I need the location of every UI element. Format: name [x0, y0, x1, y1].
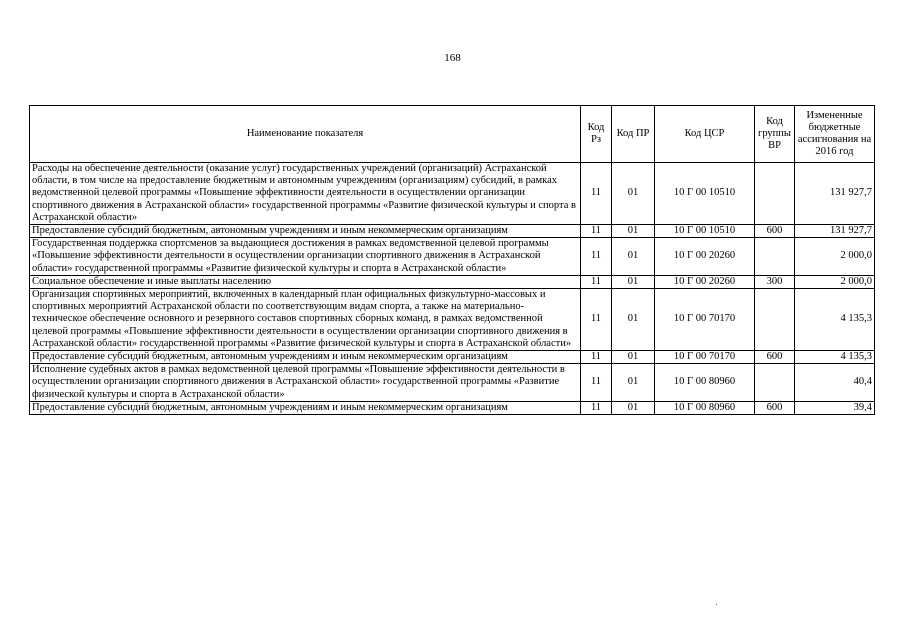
row-amount: 40,4: [795, 364, 875, 402]
row-vr: 600: [755, 225, 795, 238]
row-name: Исполнение судебных актов в рамках ведомственной целевой программы «Повышение эффективности деятельности в осуществлении организации спортивного движения в Астраханской области» государственной программы «Развитие физической культуры и спорта в Астраханской области»: [30, 364, 581, 402]
header-vr: Код группы ВР: [755, 106, 795, 163]
row-csr: 10 Г 00 10510: [655, 163, 755, 225]
header-rz: Код Рз: [581, 106, 612, 163]
row-rz: 11: [581, 401, 612, 414]
row-csr: 10 Г 00 20260: [655, 238, 755, 276]
row-name: Государственная поддержка спортсменов за выдающиеся достижения в рамках ведомственной целевой программы «Повышение эффективности деятельности в осуществлении организации спортивного движения в Астраханской области» государственной программы «Развитие физической культуры и спорта в Астраханской области»: [30, 238, 581, 276]
row-rz: 11: [581, 238, 612, 276]
row-csr: 10 Г 00 80960: [655, 364, 755, 402]
row-pr: 01: [612, 225, 655, 238]
row-rz: 11: [581, 351, 612, 364]
row-vr: 300: [755, 275, 795, 288]
row-csr: 10 Г 00 70170: [655, 289, 755, 351]
table-row: [30, 238, 875, 276]
row-name: Социальное обеспечение и иные выплаты населению: [30, 275, 581, 288]
table-row: [30, 275, 875, 288]
row-amount: 131 927,7: [795, 163, 875, 225]
row-amount: 39,4: [795, 401, 875, 414]
row-name: Предоставление субсидий бюджетным, автономным учреждениям и иным некоммерческим организациям: [30, 351, 581, 364]
row-vr: 600: [755, 401, 795, 414]
header-amount: Измененные бюджетные ассигнования на 2016 год: [795, 106, 875, 163]
page-number: 168: [444, 52, 461, 64]
row-pr: 01: [612, 275, 655, 288]
row-amount: 4 135,3: [795, 289, 875, 351]
row-name: Организация спортивных мероприятий, включенных в календарный план официальных физкультурно-массовых и спортивных мероприятий Астраханской области по соответствующим видам спорта, а также на материально-техническое обеспечение основного и резервного составов спортивных сборных команд, в рамках ведомственной целевой программы «Повышение эффективности деятельности в осуществлении организации спортивного движения в Астраханской области» государственной программы «Развитие физической культуры и спорта в Астраханской области»: [30, 289, 581, 351]
budget-table: [29, 105, 875, 415]
row-csr: 10 Г 00 70170: [655, 351, 755, 364]
row-pr: 01: [612, 238, 655, 276]
row-amount: 2 000,0: [795, 275, 875, 288]
row-pr: 01: [612, 289, 655, 351]
row-csr: 10 Г 00 10510: [655, 225, 755, 238]
row-csr: 10 Г 00 80960: [655, 401, 755, 414]
row-vr: [755, 238, 795, 276]
table-row: [30, 351, 875, 364]
row-pr: 01: [612, 401, 655, 414]
row-name: Предоставление субсидий бюджетным, автономным учреждениям и иным некоммерческим организациям: [30, 401, 581, 414]
table-row: [30, 163, 875, 225]
row-pr: 01: [612, 163, 655, 225]
row-vr: [755, 163, 795, 225]
row-pr: 01: [612, 351, 655, 364]
row-name: Предоставление субсидий бюджетным, автономным учреждениям и иным некоммерческим организациям: [30, 225, 581, 238]
row-rz: 11: [581, 275, 612, 288]
header-pr: Код ПР: [612, 106, 655, 163]
table-row: [30, 225, 875, 238]
row-vr: [755, 364, 795, 402]
row-amount: 2 000,0: [795, 238, 875, 276]
row-rz: 11: [581, 163, 612, 225]
table-row: [30, 401, 875, 414]
row-amount: 131 927,7: [795, 225, 875, 238]
row-csr: 10 Г 00 20260: [655, 275, 755, 288]
scan-speck: [716, 604, 717, 605]
header-name: Наименование показателя: [30, 106, 581, 163]
table-row: [30, 364, 875, 402]
row-vr: 600: [755, 351, 795, 364]
table-row: [30, 289, 875, 351]
row-vr: [755, 289, 795, 351]
row-rz: 11: [581, 364, 612, 402]
header-csr: Код ЦСР: [655, 106, 755, 163]
row-amount: 4 135,3: [795, 351, 875, 364]
row-rz: 11: [581, 225, 612, 238]
row-pr: 01: [612, 364, 655, 402]
row-name: Расходы на обеспечение деятельности (оказание услуг) государственных учреждений (организаций) Астраханской области, в том числе на предоставление бюджетным и автономным учреждениям (организациям) субсидий, в рамках ведомственной целевой программы «Повышение эффективности деятельности в осуществлении организации спортивного движения в Астраханской области» государственной программы «Развитие физической культуры и спорта в Астраханской области»: [30, 163, 581, 225]
table-header-row: [30, 106, 875, 163]
row-rz: 11: [581, 289, 612, 351]
